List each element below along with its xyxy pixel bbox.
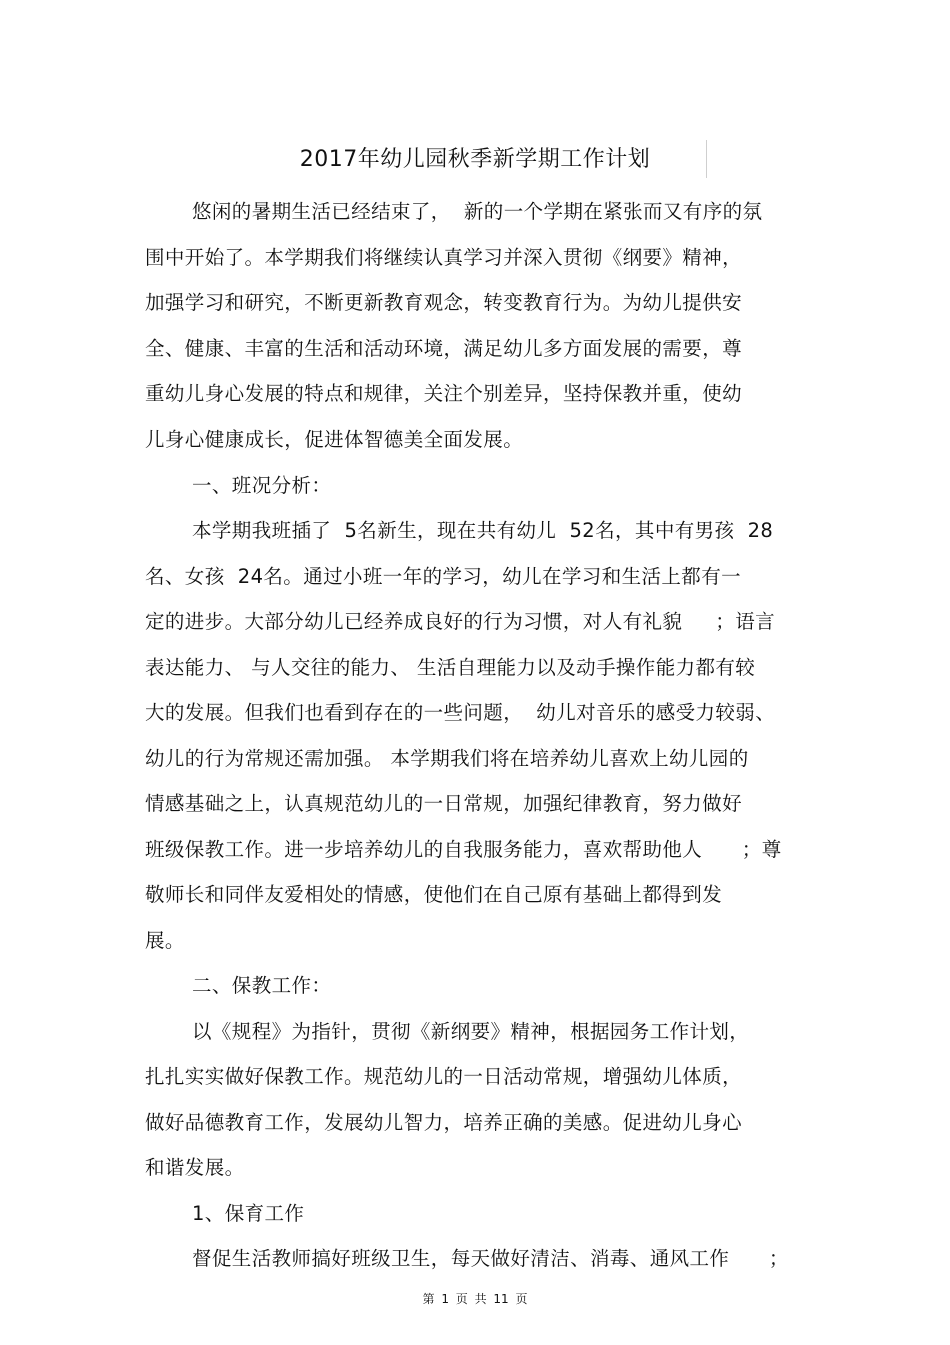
section-heading: 一、班况分析： bbox=[192, 474, 332, 497]
paragraph-line: 定的进步。大部分幼儿已经养成良好的行为习惯，对人有礼貌 ；语言 bbox=[145, 610, 775, 633]
section-heading: 二、保教工作： bbox=[192, 974, 332, 997]
document-title: 2017年幼儿园秋季新学期工作计划 bbox=[299, 147, 651, 172]
paragraph-line: 情感基础之上，认真规范幼儿的一日常规，加强纪律教育，努力做好 bbox=[145, 792, 743, 815]
paragraph-line: 悠闲的暑期生活已经结束了， 新的一个学期在紧张而又有序的氛 bbox=[192, 200, 763, 223]
paragraph-line: 以《规程》为指针，贯彻《新纲要》精神，根据园务工作计划， bbox=[192, 1020, 750, 1043]
paragraph-line: 督促生活教师搞好班级卫生，每天做好清洁、消毒、通风工作 ； bbox=[192, 1247, 789, 1270]
paragraph-line: 全、健康、丰富的生活和活动环境，满足幼儿多方面发展的需要，尊 bbox=[145, 337, 743, 360]
paragraph-line: 和谐发展。 bbox=[145, 1156, 245, 1179]
text-cursor-mark bbox=[706, 140, 707, 178]
paragraph-line: 幼儿的行为常规还需加强。 本学期我们将在培养幼儿喜欢上幼儿园的 bbox=[145, 747, 749, 770]
paragraph-line: 敬师长和同伴友爱相处的情感，使他们在自己原有基础上都得到发 bbox=[145, 883, 723, 906]
paragraph-line: 儿身心健康成长，促进体智德美全面发展。 bbox=[145, 428, 524, 451]
paragraph-line: 重幼儿身心发展的特点和规律，关注个别差异，坚持保教并重，使幼 bbox=[145, 382, 743, 405]
paragraph-line: 本学期我班插了 5名新生，现在共有幼儿 52名，其中有男孩 28 bbox=[192, 519, 774, 542]
paragraph-line: 表达能力、 与人交往的能力、 生活自理能力以及动手操作能力都有较 bbox=[145, 656, 756, 679]
paragraph-line: 加强学习和研究，不断更新教育观念，转变教育行为。为幼儿提供安 bbox=[145, 291, 743, 314]
paragraph-line: 做好品德教育工作，发展幼儿智力，培养正确的美感。促进幼儿身心 bbox=[145, 1111, 743, 1134]
page-footer: 第 1 页 共 11 页 bbox=[422, 1292, 528, 1306]
paragraph-line: 展。 bbox=[145, 929, 185, 952]
subsection-heading: 1、保育工作 bbox=[192, 1202, 305, 1225]
paragraph-line: 名、女孩 24名。通过小班一年的学习，幼儿在学习和生活上都有一 bbox=[145, 565, 742, 588]
paragraph-line: 扎扎实实做好保教工作。规范幼儿的一日活动常规，增强幼儿体质， bbox=[145, 1065, 743, 1088]
paragraph-line: 班级保教工作。进一步培养幼儿的自我服务能力，喜欢帮助他人 ；尊 bbox=[145, 838, 782, 861]
paragraph-line: 大的发展。但我们也看到存在的一些问题， 幼儿对音乐的感受力较弱、 bbox=[145, 701, 776, 724]
paragraph-line: 围中开始了。本学期我们将继续认真学习并深入贯彻《纲要》精神， bbox=[145, 246, 743, 269]
